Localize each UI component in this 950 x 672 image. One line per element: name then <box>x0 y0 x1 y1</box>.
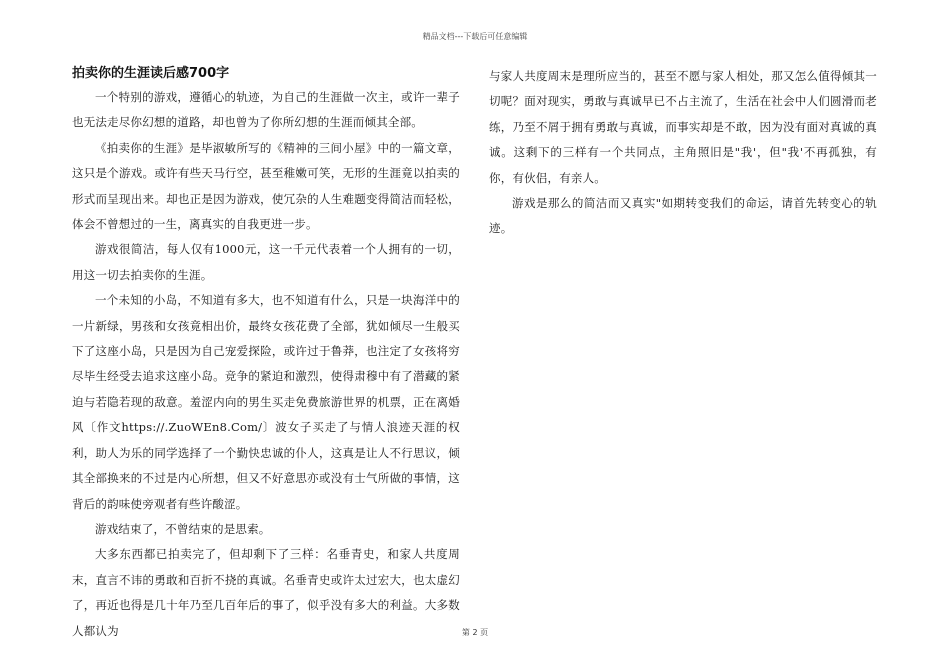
page-number: 第 2 页 <box>461 628 489 637</box>
paragraph: 游戏很简洁，每人仅有1000元，这一千元代表着一个人拥有的一切，用这一切去拍卖你的生涯。 <box>72 242 460 282</box>
paragraph: 一个未知的小岛，不知道有多大，也不知道有什么，只是一块海洋中的一片新绿，男孩和女孩竟相出价，最终女孩花费了全部，犹如倾尽一生般买下了这座小岛，只是因为自己宠爱探险，或许过于鲁莽，也注定了女孩将穷尽毕生经受去追求这座小岛。竞争的紧迫和激烈，使得肃穆中有了潜藏的紧迫与若隐若现的敌意。羞涩内向的男生买走免费旅游世界的机票，正在离婚风〔作文https://.ZuoWEn8.Com/〕波女子买走了与情人浪迹天涯的权利，助人为乐的同学选择了一个勤快忠诚的仆人，这真是让人不行思议，倾其全部换来的不过是内心所想，但又不好意思亦或没有士气所做的事情，这背后的韵味使旁观者有些许酸涩。 <box>72 293 460 511</box>
article-title: 拍卖你的生涯读后感700字 <box>72 66 230 81</box>
right-column <box>489 64 877 242</box>
paragraph: 《拍卖你的生涯》是毕淑敏所写的《精神的三间小屋》中的一篇文章，这只是个游戏。或许有些天马行空，甚至稚嫩可笑，无形的生涯竟以拍卖的形式而呈现出来。却也正是因为游戏，使冗杂的人生难题变得简洁而轻松，体会不曾想过的一生，离真实的自我更进一步。 <box>72 140 460 232</box>
paragraph: 游戏是那么的简洁而又真实"如期转变我们的命运，请首先转变心的轨迹。 <box>489 196 877 236</box>
paragraph: 一个特别的游戏，遵循心的轨迹，为自己的生涯做一次主，或许一辈子也无法走尽你幻想的道路，却也曾为了你所幻想的生涯而倾其全部。 <box>72 90 460 130</box>
page-header: 精品文档---下载后可任意编辑 <box>422 32 528 41</box>
paragraph-continued: 与家人共度周末是理所应当的，甚至不愿与家人相处，那又怎么值得倾其一切呢？面对现实，勇敢与真诚早已不占主流了，生活在社会中人们圆滑而老练，乃至不屑于拥有勇敢与真诚，而事实却是不敢，因为没有面对真诚的真诚。这剩下的三样有一个共同点，主角照旧是"我'，但"我'不再孤独，有你，有伙侣，有亲人。 <box>489 69 877 185</box>
left-column <box>72 64 460 644</box>
paragraph: 大多东西都已拍卖完了，但却剩下了三样：名垂青史，和家人共度周末，直言不讳的勇敢和百折不挠的真诚。名垂青史或许太过宏大，也太虚幻了，再近也得是几十年乃至几百年后的事了，似乎没有多大的利益。大多数人都认为 <box>72 547 460 638</box>
paragraph: 游戏结束了，不曾结束的是思索。 <box>95 521 271 536</box>
